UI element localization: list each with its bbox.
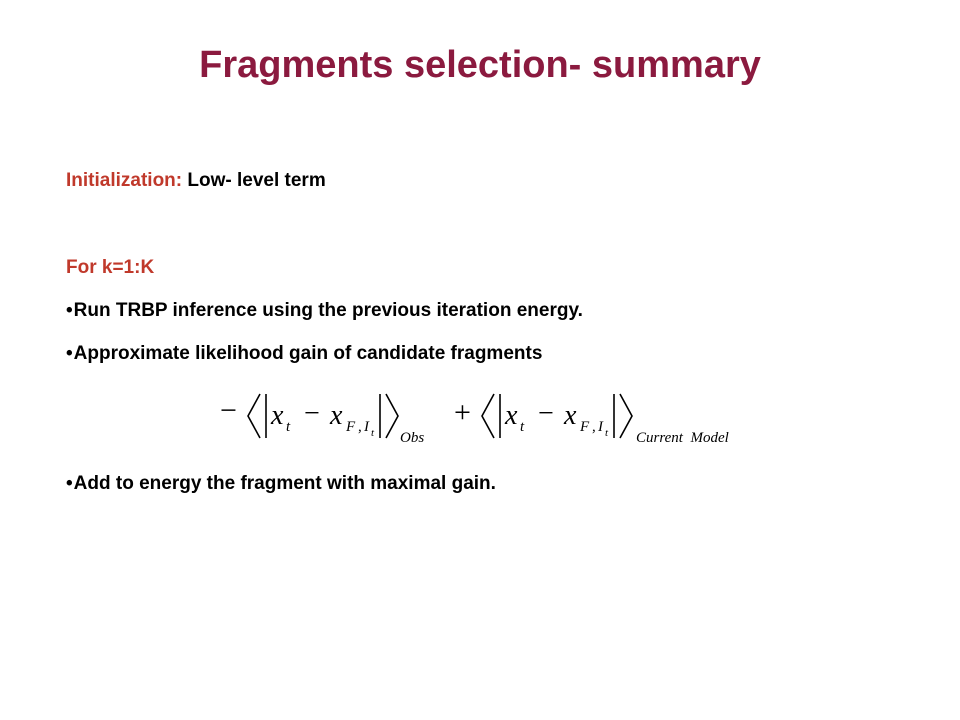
bullet-text: Add to energy the fragment with maximal gain. bbox=[73, 473, 496, 494]
bullet-marker: • bbox=[66, 343, 73, 364]
formula-F: F bbox=[346, 419, 356, 435]
formula-comma: , bbox=[592, 419, 596, 435]
formula-minus: − bbox=[304, 398, 320, 429]
formula-x: x bbox=[505, 400, 518, 431]
formula-x: x bbox=[271, 400, 284, 431]
right-angle-bracket bbox=[386, 394, 398, 438]
formula-t: t bbox=[520, 419, 525, 435]
formula-F: F bbox=[580, 419, 590, 435]
formula-t: t bbox=[605, 427, 609, 439]
bullet-item bbox=[66, 343, 542, 365]
initialization-line bbox=[66, 170, 326, 192]
formula-I: I bbox=[364, 419, 369, 435]
formula-neg-sign: − bbox=[220, 394, 237, 427]
bullet-text: Run TRBP inference using the previous iteration energy. bbox=[73, 300, 583, 321]
formula-t: t bbox=[286, 419, 291, 435]
left-angle-bracket bbox=[248, 394, 260, 438]
initialization-label: Initialization: bbox=[66, 170, 183, 191]
slide-title: Fragments selection- summary bbox=[199, 44, 761, 86]
bullet-marker: • bbox=[66, 300, 73, 321]
formula-comma: , bbox=[358, 419, 362, 435]
formula-x: x bbox=[330, 400, 343, 431]
formula-obs-subscript: Obs bbox=[400, 430, 425, 446]
right-angle-bracket bbox=[620, 394, 632, 438]
bullet-item bbox=[66, 300, 583, 322]
formula-plus-sign: + bbox=[454, 396, 471, 429]
bullet-marker: • bbox=[66, 473, 73, 494]
formula-x: x bbox=[564, 400, 577, 431]
initialization-value: Low- level term bbox=[187, 170, 326, 191]
bullet-text: Approximate likelihood gain of candidate fragments bbox=[73, 343, 543, 364]
bullet-item bbox=[66, 473, 496, 495]
formula-t: t bbox=[371, 427, 375, 439]
left-angle-bracket bbox=[482, 394, 494, 438]
formula-minus: − bbox=[538, 398, 554, 429]
formula-I: I bbox=[598, 419, 603, 435]
gain-formula bbox=[218, 386, 788, 450]
loop-header: For k=1:K bbox=[66, 257, 155, 278]
formula-model-subscript: Current Model bbox=[636, 430, 729, 446]
